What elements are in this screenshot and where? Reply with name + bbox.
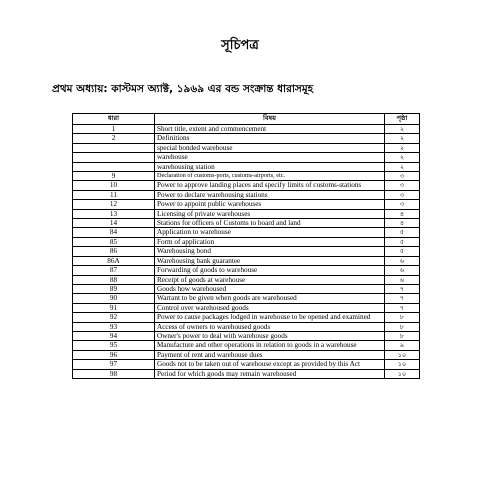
page-number: ৪ (385, 219, 420, 228)
section-subject: Goods not to be taken out of warehouse except as provided by this Act (155, 360, 385, 369)
page-title: সূচিপত্র (221, 38, 259, 53)
section-subject: special bonded warehouse (155, 143, 385, 152)
section-subject: Warrant to be given when goods are warehoused (155, 294, 385, 303)
section-subject: Control over warehoused goods (155, 303, 385, 312)
section-number: 98 (73, 369, 155, 378)
section-number: 12 (73, 200, 155, 209)
section-number: 86A (73, 256, 155, 265)
page-number: ২ (385, 162, 420, 171)
section-subject: Definitions (155, 134, 385, 143)
section-subject: Application to warehouse (155, 228, 385, 237)
table-row (73, 331, 420, 340)
section-number: 93 (73, 322, 155, 331)
section-number: 14 (73, 219, 155, 228)
page-number: ৫ (385, 247, 420, 256)
section-number: 90 (73, 294, 155, 303)
header-section: ধারা (73, 114, 155, 125)
section-number: 89 (73, 284, 155, 293)
header-subject: বিষয় (155, 114, 385, 125)
page-number: ৫ (385, 237, 420, 246)
table-row (73, 350, 420, 359)
page-number: ২ (385, 153, 420, 162)
table-row (73, 125, 420, 134)
section-subject: Power to cause packages lodged in warehouse to be opened and examined (155, 313, 385, 322)
table-row (73, 209, 420, 218)
section-number: 86 (73, 247, 155, 256)
section-subject: Goods how warehoused (155, 284, 385, 293)
table-row (73, 200, 420, 209)
section-number: 13 (73, 209, 155, 218)
table-row (73, 247, 420, 256)
table-row (73, 322, 420, 331)
table-row (73, 256, 420, 265)
page-number: ৩ (385, 172, 420, 181)
page-number: ৪ (385, 209, 420, 218)
section-number: 11 (73, 190, 155, 199)
section-subject: Power to declare warehousing stations (155, 190, 385, 199)
table-row (73, 219, 420, 228)
section-subject: Licensing of private warehouses (155, 209, 385, 218)
table-row (73, 360, 420, 369)
table-row (73, 228, 420, 237)
table-row (73, 181, 420, 190)
table-row (73, 275, 420, 284)
section-number: 10 (73, 181, 155, 190)
page-number: ৩ (385, 181, 420, 190)
section-number: 84 (73, 228, 155, 237)
page-number: ১০ (385, 369, 420, 378)
page-number: ৭ (385, 294, 420, 303)
section-number (73, 143, 155, 152)
table-header-row (73, 114, 420, 125)
page-number: ৬ (385, 266, 420, 275)
page-number: ৩ (385, 190, 420, 199)
section-subject: Receipt of goods at warehouse (155, 275, 385, 284)
table-row (73, 153, 420, 162)
section-number: 92 (73, 313, 155, 322)
section-number: 91 (73, 303, 155, 312)
section-number: 97 (73, 360, 155, 369)
table-row (73, 341, 420, 350)
section-number: 1 (73, 125, 155, 134)
page-number: ৭ (385, 284, 420, 293)
chapter-heading: প্রথম অধ্যায়: কাস্টমস অ্যাক্ট, ১৯৬৯ এর বন্ড সংক্রান্ত ধারাসমূহ (52, 83, 314, 95)
page-number: ২ (385, 134, 420, 143)
page-number: ৬ (385, 256, 420, 265)
section-subject: Form of application (155, 237, 385, 246)
header-page: পৃষ্ঠা (385, 114, 420, 125)
page-number: ২ (385, 125, 420, 134)
table-row (73, 313, 420, 322)
section-number: 95 (73, 341, 155, 350)
page-number: ৫ (385, 228, 420, 237)
table-row (73, 294, 420, 303)
table-row (73, 369, 420, 378)
section-subject: Manufacture and other operations in relation to goods in a warehouse (155, 341, 385, 350)
page-number: ৮ (385, 313, 420, 322)
section-number (73, 162, 155, 171)
section-subject: Owner's power to deal with warehouse goods (155, 331, 385, 340)
table-row (73, 284, 420, 293)
section-number (73, 153, 155, 162)
page-number: ৮ (385, 322, 420, 331)
table-row (73, 172, 420, 181)
section-number: 87 (73, 266, 155, 275)
table-row (73, 162, 420, 171)
table-row (73, 190, 420, 199)
table-row (73, 266, 420, 275)
page-number: ৬ (385, 275, 420, 284)
page-number: ৮ (385, 331, 420, 340)
page-number: ৭ (385, 303, 420, 312)
contents-table (72, 113, 420, 379)
section-subject: Payment of rent and warehouse dues (155, 350, 385, 359)
section-subject: Declaration of customs-ports, customs-airports, etc. (155, 172, 385, 181)
section-number: 96 (73, 350, 155, 359)
section-subject: Access of owners to warehoused goods (155, 322, 385, 331)
page-number: ৩ (385, 200, 420, 209)
section-subject: Warehousing bond (155, 247, 385, 256)
table-row (73, 143, 420, 152)
section-number: 88 (73, 275, 155, 284)
section-subject: Warehousing bank guarantee (155, 256, 385, 265)
page-number: ৯ (385, 341, 420, 350)
section-subject: warehousing station (155, 162, 385, 171)
section-number: 9 (73, 172, 155, 181)
page-number: ২ (385, 143, 420, 152)
table-row (73, 134, 420, 143)
section-number: 94 (73, 331, 155, 340)
section-subject: Power to appoint public warehouses (155, 200, 385, 209)
section-subject: Power to approve landing places and specify limits of customs-stations (155, 181, 385, 190)
section-subject: warehouse (155, 153, 385, 162)
section-subject: Forwarding of goods to warehouse (155, 266, 385, 275)
page-number: ১০ (385, 350, 420, 359)
section-subject: Stations for officers of Customs to board and land (155, 219, 385, 228)
table-row (73, 237, 420, 246)
table-row (73, 303, 420, 312)
page-number: ১০ (385, 360, 420, 369)
section-subject: Period for which goods may remain warehoused (155, 369, 385, 378)
section-number: 85 (73, 237, 155, 246)
section-number: 2 (73, 134, 155, 143)
section-subject: Short title, extent and commencement (155, 125, 385, 134)
